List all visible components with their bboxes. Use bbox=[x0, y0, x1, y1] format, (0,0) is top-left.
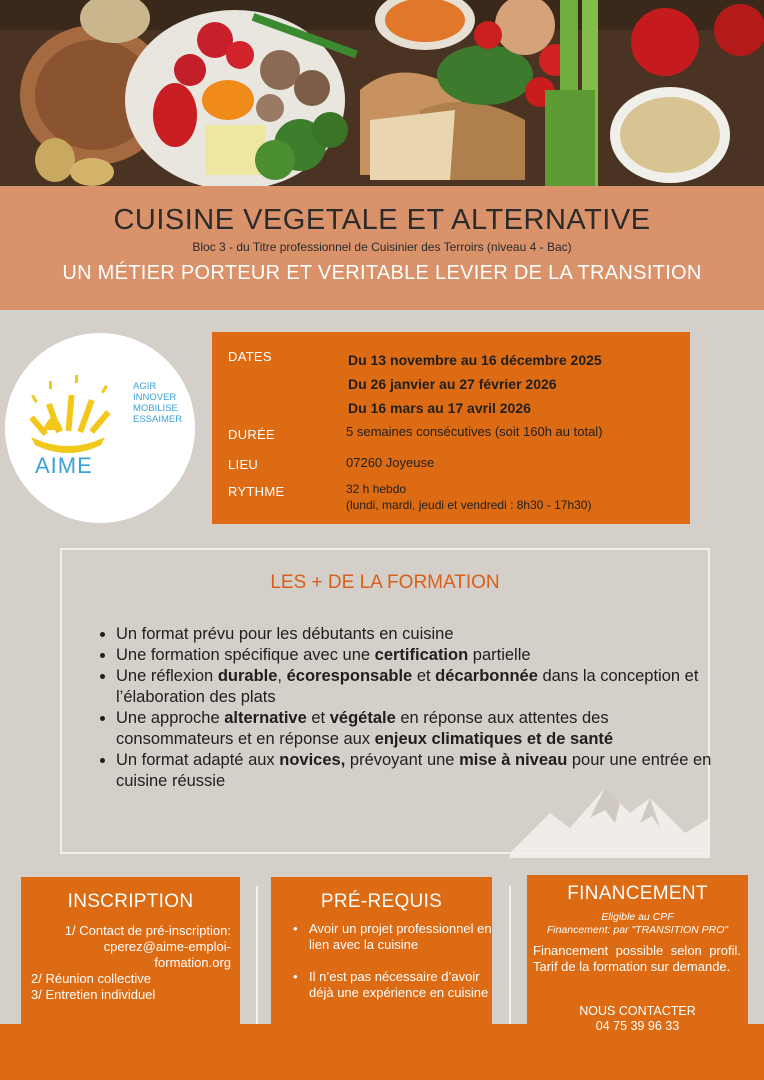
highlight-bold: végétale bbox=[329, 709, 396, 727]
lieu-value: 07260 Joyeuse bbox=[346, 455, 435, 470]
page-tagline: UN MÉTIER PORTEUR ET VERITABLE LEVIER DE LA TRANSITION bbox=[62, 262, 702, 284]
highlight-text: partielle bbox=[468, 646, 531, 664]
formation-highlights bbox=[60, 548, 710, 854]
transition-note: Financement: par "TRANSITION PRO" bbox=[546, 924, 729, 936]
title-banner bbox=[0, 186, 764, 310]
list-item bbox=[116, 666, 716, 708]
financement-title: FINANCEMENT bbox=[567, 883, 708, 904]
sun-hand-icon bbox=[23, 375, 133, 455]
highlight-text: et bbox=[306, 709, 330, 727]
list-item bbox=[116, 750, 716, 792]
highlight-bold: décarbonnée bbox=[435, 667, 538, 685]
lieu-label: LIEU bbox=[228, 457, 259, 472]
highlight-bold: novices, bbox=[279, 751, 346, 769]
highlight-text: en réponse aux attentes des consommateurs et en réponse aux bbox=[116, 709, 609, 748]
list-item: • Il n’est pas nécessaire d’avoir déjà une expérience en cuisine bbox=[293, 969, 493, 1001]
page-title: CUISINE VEGETALE ET ALTERNATIVE bbox=[113, 204, 651, 236]
cpf-note: Eligible au CPF bbox=[601, 911, 674, 923]
highlight-bold: enjeux climatiques et de santé bbox=[374, 730, 614, 748]
inscription-card bbox=[21, 877, 240, 1037]
divider bbox=[256, 886, 258, 1024]
list-item bbox=[116, 645, 716, 666]
info-box bbox=[212, 332, 690, 524]
highlight-bold: mise à niveau bbox=[459, 751, 568, 769]
highlight-bold: durable bbox=[217, 667, 278, 685]
list-item bbox=[116, 708, 716, 750]
list-item bbox=[116, 624, 716, 645]
inscription-title: INSCRIPTION bbox=[67, 891, 194, 912]
prerequis-card bbox=[271, 877, 492, 1037]
contact-label: NOUS CONTACTER bbox=[579, 1004, 696, 1018]
page-subtitle: Bloc 3 - du Titre professionnel de Cuisinier des Terroirs (niveau 4 - Bac) bbox=[192, 240, 572, 254]
logo-words: AGIR INNOVER MOBILISE ESSAIMER bbox=[133, 381, 183, 425]
list-item: • Avoir un projet professionnel en lien avec la cuisine bbox=[293, 921, 493, 953]
date-1: Du 13 novembre au 16 décembre 2025 bbox=[348, 352, 602, 368]
duree-value: 5 semaines consécutives (soit 160h au total) bbox=[346, 424, 603, 439]
highlight-text: Une approche bbox=[116, 709, 225, 727]
highlight-text: pour une entrée en cuisine réussie bbox=[116, 751, 712, 790]
highlight-text: Un format prévu pour les débutants en cuisine bbox=[116, 625, 454, 643]
prerequis-title: PRÉ-REQUIS bbox=[320, 891, 443, 912]
highlight-text: Une formation spécifique avec une bbox=[116, 646, 375, 664]
contact-phone[interactable]: 04 75 39 96 33 bbox=[595, 1019, 680, 1033]
inscription-email-2[interactable]: formation.org bbox=[154, 955, 231, 970]
logo-name: AIME bbox=[35, 453, 93, 478]
hero-food-image bbox=[0, 0, 764, 186]
dates-label: DATES bbox=[228, 349, 272, 364]
highlight-bold: écoresponsable bbox=[286, 667, 413, 685]
highlight-bold: certification bbox=[374, 646, 469, 664]
rythme-label: RYTHME bbox=[228, 484, 285, 499]
financement-card bbox=[527, 875, 748, 1037]
highlight-text: Une réflexion bbox=[116, 667, 218, 685]
prerequis-list bbox=[289, 921, 493, 1017]
inscription-steps: 1/ Contact de pré-inscription: cperez@aime-emploi- formation.org 2/ Réunion collective 3/ Entretien individuel bbox=[31, 923, 231, 1002]
aime-logo bbox=[5, 333, 195, 523]
date-2: Du 26 janvier au 27 février 2026 bbox=[348, 376, 557, 392]
highlight-bold: alternative bbox=[224, 709, 307, 727]
highlight-text: dans la conception et l’élaboration des plats bbox=[116, 667, 699, 706]
rythme-value-2: (lundi, mardi, jeudi et vendredi : 8h30 - 17h30) bbox=[346, 498, 592, 512]
highlight-text: , bbox=[277, 667, 287, 685]
divider bbox=[509, 886, 511, 1024]
rythme-value-1: 32 h hebdo bbox=[346, 482, 407, 496]
highlight-text: prévoyant une bbox=[345, 751, 460, 769]
highlight-text: Un format adapté aux bbox=[116, 751, 280, 769]
inscription-email-1[interactable]: cperez@aime-emploi- bbox=[103, 939, 231, 954]
highlight-text: et bbox=[412, 667, 436, 685]
financement-body: Financement possible selon profil. Tarif de la formation sur demande. bbox=[533, 943, 741, 974]
highlights-title: LES + DE LA FORMATION bbox=[270, 572, 500, 593]
date-3: Du 16 mars au 17 avril 2026 bbox=[348, 400, 531, 416]
duree-label: DURÉE bbox=[228, 427, 276, 442]
highlights-list bbox=[78, 624, 716, 792]
